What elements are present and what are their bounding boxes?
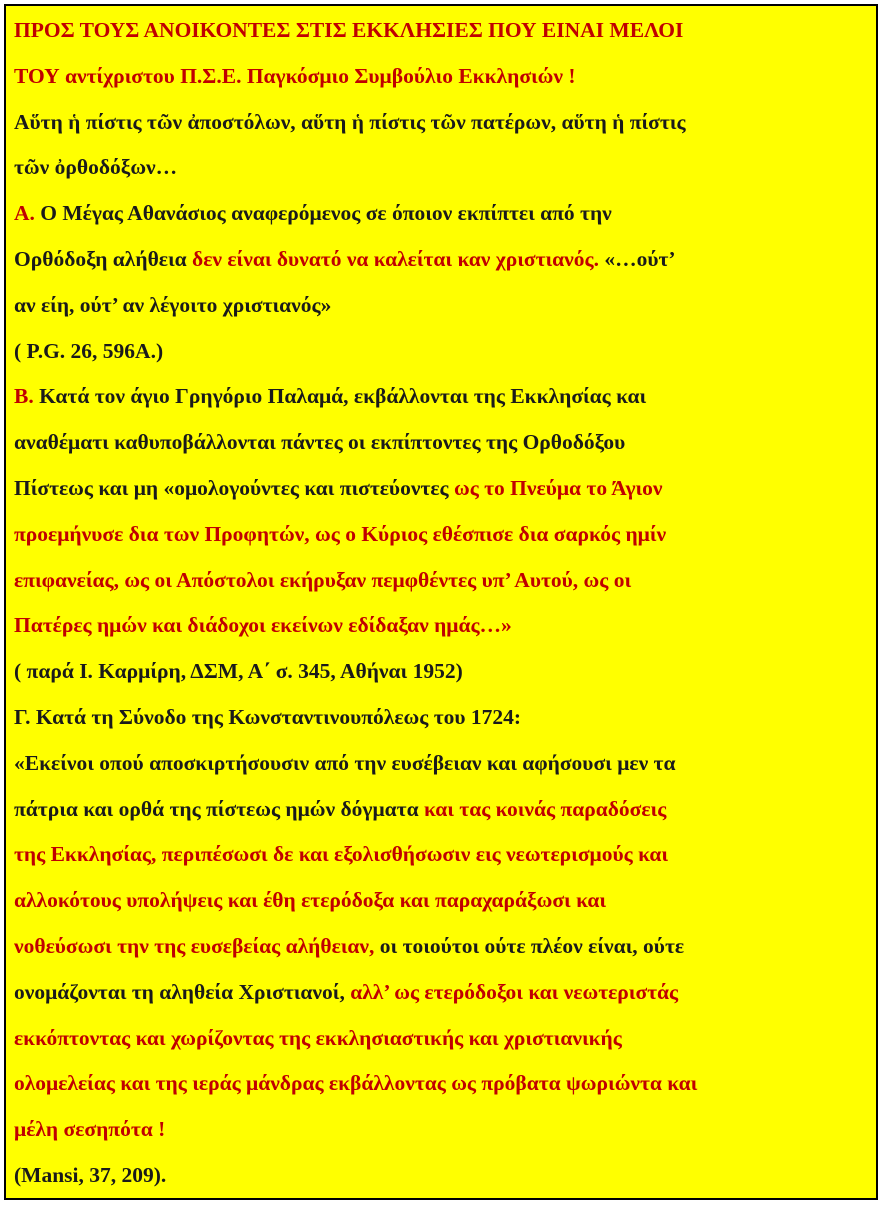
document-box: [4, 4, 878, 1200]
highlighted-text: ολομελείας και της ιεράς μάνδρας εκβάλλοντας ως πρόβατα ψωριώντα και: [14, 1071, 698, 1096]
text-line: [14, 649, 868, 695]
text-line: [14, 558, 868, 604]
text-line: [14, 145, 868, 191]
body-text: αν είη, ούτ’ αν λέγοιτο χριστιανός»: [14, 292, 332, 317]
body-text: «…ούτ’: [598, 246, 676, 271]
highlighted-text: ΤΟΥ αντίχριστου Π.Σ.Ε. Παγκόσμιο Συμβούλιο Εκκλησιών !: [14, 63, 576, 88]
highlighted-text: προεμήνυσε δια των Προφητών, ως ο Κύριος εθέσπισε δια σαρκός ημίν: [14, 521, 667, 546]
text-line: [14, 1153, 868, 1199]
text-line: [14, 512, 868, 558]
text-line: [14, 329, 868, 375]
body-text: ( P.G. 26, 596A.): [14, 338, 164, 363]
highlighted-text: νοθεύσωσι την της ευσεβείας αλήθειαν,: [14, 933, 375, 958]
highlighted-text: ως το Πνεύμα το Άγιον: [453, 475, 663, 500]
body-text: «Εκείνοι οπού αποσκιρτήσουσιν από την ευσέβειαν και αφήσουσι μεν τα: [14, 750, 676, 775]
body-text: ονομάζονται τη αληθεία Χριστιανοί,: [14, 979, 351, 1004]
body-text: τῶν ὀρθοδόξων…: [14, 155, 178, 180]
highlighted-text: και τας κοινάς παραδόσεις: [423, 796, 667, 821]
text-line: [14, 8, 868, 54]
text-line: [14, 741, 868, 787]
body-text: Πίστεως και μη «ομολογούντες και πιστεύοντες: [14, 475, 454, 500]
body-text: ( παρά Ι. Καρμίρη, ΔΣΜ, Α΄ σ. 345, Αθήναι 1952): [14, 659, 463, 684]
highlighted-text: Β.: [14, 384, 34, 409]
body-text: αναθέματι καθυποβάλλονται πάντες οι εκπίπτοντες της Ορθοδόξου: [14, 430, 626, 455]
text-line: [14, 832, 868, 878]
body-text: οι τοιούτοι ούτε πλέον είναι, ούτε: [374, 933, 685, 958]
text-line: [14, 878, 868, 924]
text-line: [14, 191, 868, 237]
text-line: [14, 695, 868, 741]
body-text: (Mansi, 37, 209).: [14, 1162, 167, 1187]
highlighted-text: αλλ’ ως ετερόδοξοι και νεωτεριστάς: [350, 979, 679, 1004]
text-line: [14, 100, 868, 146]
text-line: [14, 283, 868, 329]
text-line: [14, 603, 868, 649]
text-line: [14, 466, 868, 512]
highlighted-text: επιφανείας, ως οι Απόστολοι εκήρυξαν πεμφθέντες υπ’ Αυτού, ως οι: [14, 567, 632, 592]
highlighted-text: αλλοκότους υπολήψεις και έθη ετερόδοξα και παραχαράξωσι και: [14, 888, 607, 913]
text-line: [14, 1107, 868, 1153]
text-line: [14, 1016, 868, 1062]
text-line: [14, 924, 868, 970]
highlighted-text: ΠΡΟΣ ΤΟΥΣ ΑΝΟΙΚΟΝΤΕΣ ΣΤΙΣ ΕΚΚΛΗΣΙΕΣ ΠΟΥ ΕΙΝΑΙ ΜΕΛΟΙ: [14, 18, 684, 42]
text-line: [14, 420, 868, 466]
body-text: πάτρια και ορθά της πίστεως ημών δόγματα: [14, 796, 424, 821]
text-line: [14, 970, 868, 1016]
highlighted-text: της Εκκλησίας, περιπέσωσι δε και εξολισθήσωσιν εις νεωτερισμούς και: [14, 842, 669, 867]
highlighted-text: εκκόπτοντας και χωρίζοντας της εκκλησιαστικής και χριστιανικής: [14, 1025, 622, 1050]
highlighted-text: Α.: [14, 201, 35, 226]
body-text: Αὕτη ἡ πίστις τῶν ἀποστόλων, αὕτη ἡ πίστις τῶν πατέρων, αὕτη ἡ πίστις: [14, 109, 686, 134]
text-line: [14, 1061, 868, 1107]
text-line: [14, 787, 868, 833]
text-line: [14, 237, 868, 283]
highlighted-text: δεν είναι δυνατό να καλείται καν χριστιανός.: [192, 246, 599, 271]
body-text: Κατά τον άγιο Γρηγόριο Παλαμά, εκβάλλονται της Εκκλησίας και: [33, 384, 647, 409]
body-text: Ο Μέγας Αθανάσιος αναφερόμενος σε όποιον εκπίπτει από την: [34, 201, 612, 226]
highlighted-text: Πατέρες ημών και διάδοχοι εκείνων εδίδαξαν ημάς…»: [14, 613, 512, 638]
highlighted-text: μέλη σεσηπότα !: [14, 1117, 166, 1142]
body-text: Γ. Κατά τη Σύνοδο της Κωνσταντινουπόλεως του 1724:: [14, 704, 522, 729]
text-line: [14, 374, 868, 420]
body-text: Ορθόδοξη αλήθεια: [14, 246, 193, 271]
text-line: [14, 54, 868, 100]
